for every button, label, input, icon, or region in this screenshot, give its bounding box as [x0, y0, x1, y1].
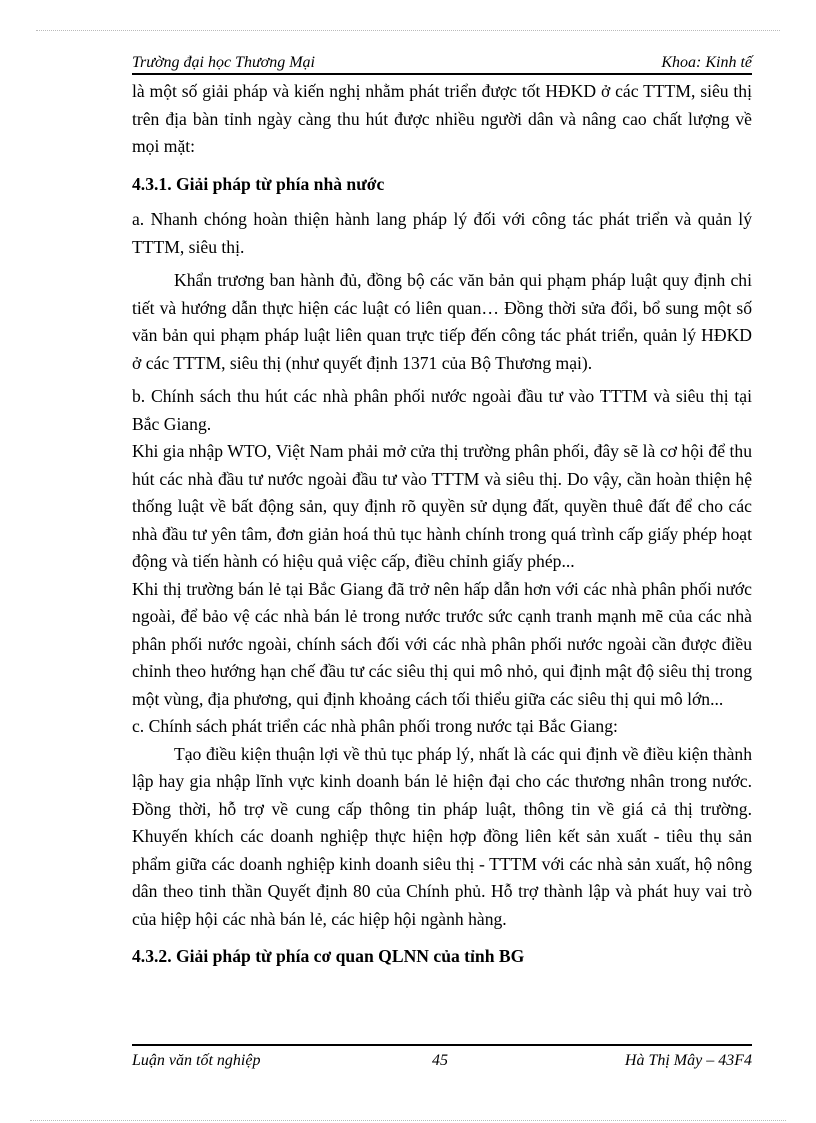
page-footer: [132, 1052, 752, 1070]
paragraph-item-c: c. Chính sách phát triển các nhà phân phối trong nước tại Bắc Giang:: [132, 716, 618, 736]
paragraph-retail-market: Khi thị trường bán lẻ tại Bắc Giang đã trở nên hấp dẫn hơn với các nhà phân phối nước ngoài, để bảo vệ các nhà bán lẻ trong nước trước sức cạnh tranh mạnh mẽ của các nhà phân phối nước ngoài, chính sách đối với các nhà phân phối nước ngoài cần được điều chỉnh theo hướng hạn chế đầu tư các siêu thị qui mô nhỏ, qui định mật độ siêu thị trong một vùng, địa phương, qui định khoảng cách tối thiểu giữa các siêu thị qui mô lớn...: [132, 578, 752, 709]
page-bottom-border: [30, 1120, 786, 1121]
page-top-border: [36, 30, 780, 31]
page-header: [132, 46, 752, 72]
paragraph-item-a: a. Nhanh chóng hoàn thiện hành lang pháp lý đối với công tác phát triển và quản lý TTTM, siêu thị.: [132, 209, 752, 257]
paragraph-legal-framework: Khẩn trương ban hành đủ, đồng bộ các văn bản qui phạm pháp luật quy định chi tiết và hướng dẫn thực hiện các luật có liên quan… Đồng thời sửa đổi, bổ sung một số văn bản qui phạm pháp luật liên quan trực tiếp đến công tác phát triển, quản lý HĐKD ở các TTTM, siêu thị (như quyết định 1371 của Bộ Thương mại).: [132, 270, 752, 373]
header-school: Trường đại học Thương Mại: [132, 54, 315, 71]
document-body: [132, 78, 752, 979]
footer-title: Luận văn tốt nghiệp: [132, 1052, 261, 1069]
section-heading-4-3-2: 4.3.2. Giải pháp từ phía cơ quan QLNN của tỉnh BG: [132, 946, 525, 966]
paragraph-domestic-support: Tạo điều kiện thuận lợi về thủ tục pháp lý, nhất là các qui định về điều kiện thành lập hay gia nhập lĩnh vực kinh doanh bán lẻ hiện đại cho các thương nhân trong nước. Đồng thời, hỗ trợ về cung cấp thông tin pháp luật, thông tin về giá cả thị trường. Khuyến khích các doanh nghiệp thực hiện hợp đồng liên kết sản xuất - tiêu thụ sản phẩm giữa các doanh nghiệp kinh doanh siêu thị - TTTM với các nhà sản xuất, hộ nông dân theo tinh thần Quyết định 80 của Chính phủ. Hỗ trợ thành lập và phát huy vai trò của hiệp hội các nhà bán lẻ, các hiệp hội ngành hàng.: [132, 743, 752, 929]
header-rule: [132, 73, 752, 75]
paragraph-intro: là một số giải pháp và kiến nghị nhằm phát triển được tốt HĐKD ở các TTTM, siêu thị trên địa bàn tỉnh ngày càng thu hút được nhiều người dân và nâng cao chất lượng về mọi mặt:: [132, 81, 752, 156]
section-heading-4-3-1: 4.3.1. Giải pháp từ phía nhà nước: [132, 173, 385, 194]
header-faculty: Khoa: Kinh tế: [661, 54, 752, 71]
paragraph-wto: Khi gia nhập WTO, Việt Nam phải mở cửa thị trường phân phối, đây sẽ là cơ hội để thu hút các nhà đầu tư nước ngoài đầu tư vào TTTM và siêu thị. Do vậy, cần hoàn thiện hệ thống luật về bất động sản, quy định rõ quyền sử dụng đất, quyền thuê đất để cho các nhà đầu tư yên tâm, đơn giản hoá thủ tục hành chính trong quá trình cấp giấy phép hoạt động và tiến hành có hiệu quả việc cấp, điều chỉnh giấy phép...: [132, 441, 752, 571]
footer-rule: [132, 1044, 752, 1046]
footer-author: Hà Thị Mây – 43F4: [624, 1052, 752, 1069]
page-number: 45: [432, 1052, 448, 1069]
paragraph-item-b: b. Chính sách thu hút các nhà phân phối nước ngoài đầu tư vào TTTM và siêu thị tại Bắc Giang.: [132, 386, 752, 434]
